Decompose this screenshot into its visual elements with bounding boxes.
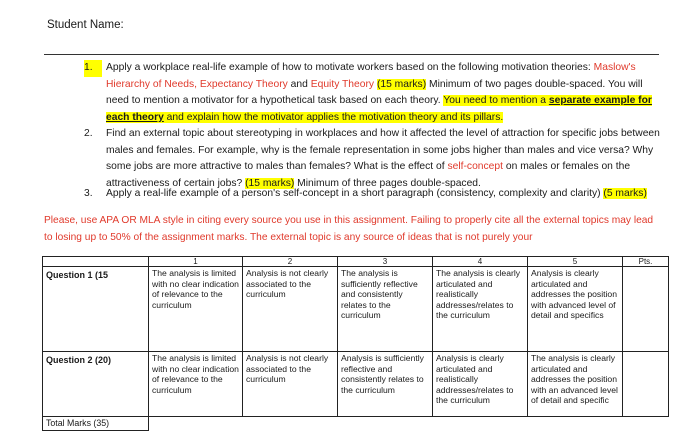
question-1 — [84, 60, 664, 126]
question-text-run: Minimum of three pages double-spaced. — [294, 177, 481, 189]
question-text-run: (5 marks) — [603, 188, 647, 199]
rubric-cell — [149, 417, 669, 431]
rubric-cell: The analysis is limited with no clear indication of relevance to the curriculum — [149, 352, 243, 417]
question-text-run: Apply a real-life example of a person's self-concept in a short paragraph (consistency, complexity and clarity) — [106, 188, 604, 199]
question-text-run: (15 marks) — [376, 78, 427, 90]
rubric-header-cell: 5 — [528, 257, 623, 267]
rubric-total-row — [43, 417, 669, 431]
question-text — [106, 60, 664, 126]
rubric-header-cell — [43, 257, 149, 267]
rubric-points-cell — [623, 352, 669, 417]
rubric-cell: Analysis is clearly articulated and addresses the position with advanced level of detail and specifics — [528, 267, 623, 352]
question-text-run: separate example for each theory — [106, 95, 652, 123]
rubric-points-cell — [623, 267, 669, 352]
total-marks-label: Total Marks (35) — [43, 417, 149, 431]
question-text — [106, 186, 664, 203]
question-text-run: Apply a workplace real-life example of how to motivate workers based on the following motivation theories: — [106, 62, 594, 73]
rubric-header-row — [43, 257, 669, 267]
question-text-run: Equity Theory — [310, 78, 375, 90]
question-text-run: and explain how the motivator applies the motivation theory and its pillars. — [163, 111, 504, 123]
question-number: 3. — [84, 188, 93, 199]
rubric-row-label: Question 1 (15 — [43, 267, 149, 352]
student-name-label: Student Name: — [47, 19, 124, 31]
question-text — [106, 126, 664, 192]
question-text-run: Find an external topic about stereotyping in workplaces and how it affected the level of attraction for specific jobs between males and females. For example, why is the female representation in some jobs higher than males and vice versa? Why some jobs are more attractive to males than females? What is the effect of — [106, 128, 660, 173]
rubric-cell: Analysis is sufficiently reflective and consistently relates to the curriculum — [338, 352, 433, 417]
rubric-header-cell: 4 — [433, 257, 528, 267]
rubric-cell: The analysis is clearly articulated and addresses the position with an advanced level of detail and specific — [528, 352, 623, 417]
rubric-cell: The analysis is limited with no clear indication of relevance to the curriculum — [149, 267, 243, 352]
rubric-header-cell: 1 — [149, 257, 243, 267]
question-3 — [84, 186, 664, 203]
rubric-table — [42, 256, 669, 431]
question-number: 2. — [84, 128, 93, 139]
question-text-run: and — [287, 78, 311, 90]
rubric-cell: The analysis is clearly articulated and realistically addresses/relates to the curriculum — [433, 267, 528, 352]
question-number: 1. — [84, 60, 102, 77]
rubric-cell: Analysis is not clearly associated to the curriculum — [243, 352, 338, 417]
question-2 — [84, 126, 664, 192]
question-text-run: on males or females on the attractiveness of certain jobs? — [106, 161, 631, 189]
question-text-run: You need to mention a — [443, 95, 549, 107]
question-text-run: (15 marks) — [245, 177, 295, 189]
rubric-row — [43, 267, 669, 352]
rubric-header-cell: 3 — [338, 257, 433, 267]
rubric-cell: Analysis is clearly articulated and realistically addresses/relates to the curriculum — [433, 352, 528, 417]
rubric-cell: Analysis is not clearly associated to the curriculum — [243, 267, 338, 352]
rubric-row-label: Question 2 (20) — [43, 352, 149, 417]
name-underline — [44, 54, 659, 55]
rubric-header-cell: 2 — [243, 257, 338, 267]
question-text-run: self-concept — [447, 161, 504, 173]
rubric-header-cell: Pts. — [623, 257, 669, 267]
question-text-run: Maslow's Hierarchy of Needs, Expectancy Theory — [106, 62, 636, 90]
question-text-run: Minimum of two pages double-spaced. You will need to mention a motivator for a hypothetical task based on each theory. — [106, 78, 643, 107]
rubric-row — [43, 352, 669, 417]
citation-notice: Please, use APA OR MLA style in citing every source you use in this assignment. Failing to properly cite all the external topics may lead to losing up to 50% of the assignment marks. The external topic is any source of ideas that is not purely your — [44, 215, 654, 243]
rubric-cell: The analysis is sufficiently reflective and consistently relates to the curriculum — [338, 267, 433, 352]
